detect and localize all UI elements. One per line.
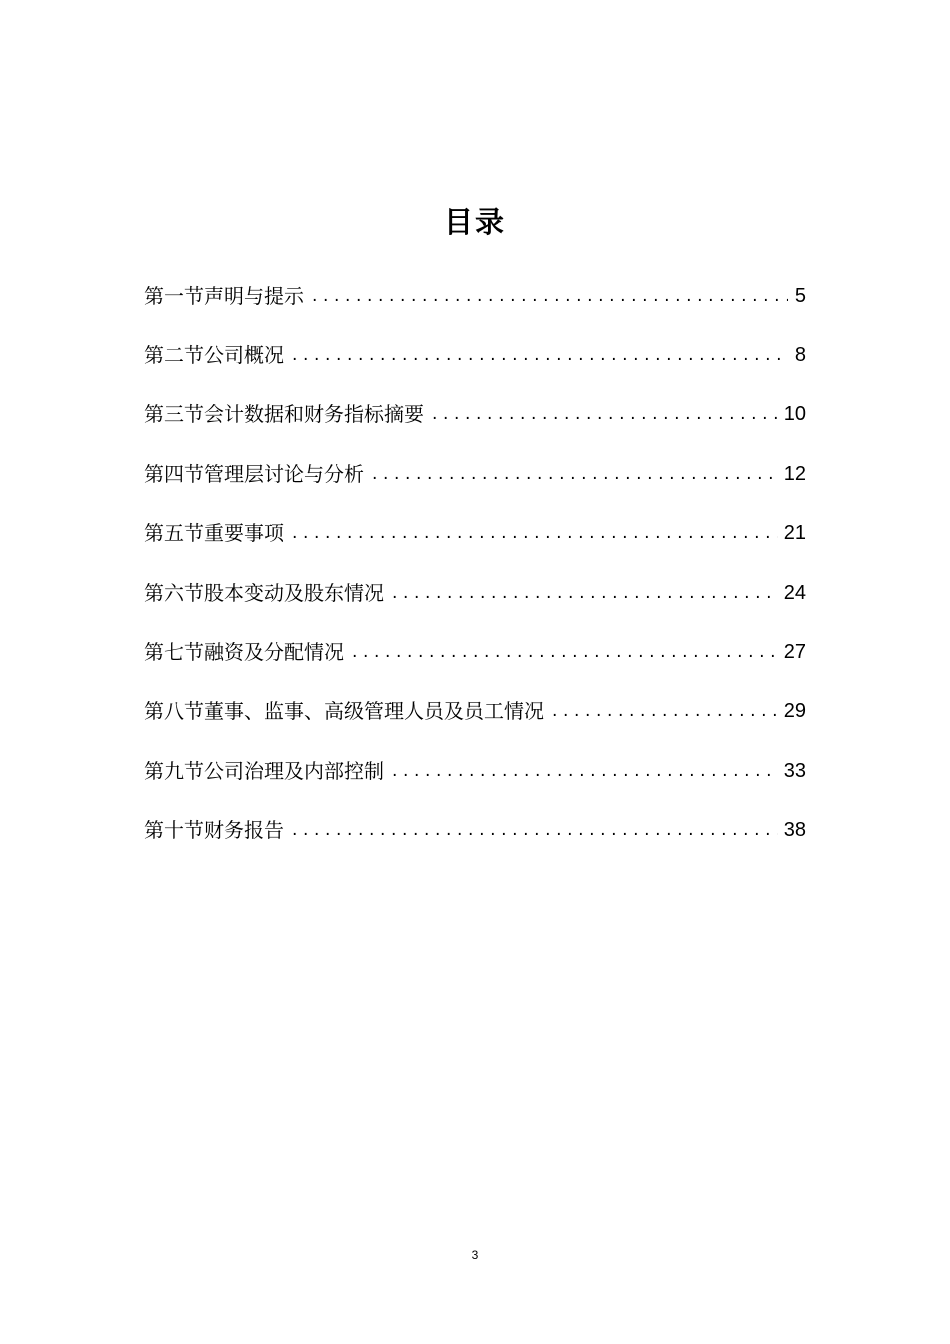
toc-dot-leader (392, 572, 778, 614)
toc-entry-label: 第一节声明与提示 (144, 283, 304, 308)
toc-dot-leader (292, 512, 778, 554)
toc-dot-leader (392, 750, 778, 792)
toc-entry-label: 第五节重要事项 (144, 521, 284, 546)
toc-entry-label: 第二节公司概况 (144, 343, 284, 368)
toc-entry-label: 第七节融资及分配情况 (144, 640, 344, 665)
toc-dot-leader (352, 631, 778, 673)
toc-entry-section-8[interactable] (144, 682, 806, 741)
toc-entry-label: 第十节财务报告 (144, 818, 284, 843)
toc-entry-section-9[interactable] (144, 741, 806, 800)
toc-entry-label: 第四节管理层讨论与分析 (144, 461, 364, 486)
toc-dot-leader (552, 690, 778, 732)
toc-entry-page: 33 (783, 759, 806, 782)
toc-entry-page: 29 (783, 700, 806, 723)
toc-entry-page: 24 (783, 581, 806, 604)
toc-entry-section-6[interactable] (144, 563, 806, 622)
toc-title: 目录 (443, 205, 506, 239)
toc-dot-leader (372, 453, 778, 495)
toc-entry-label: 第八节董事、监事、高级管理人员及员工情况 (144, 699, 544, 724)
toc-dot-leader (312, 275, 788, 317)
page-number: 3 (471, 1248, 479, 1262)
toc-entry-section-3[interactable] (144, 385, 806, 444)
toc-entry-section-7[interactable] (144, 622, 806, 681)
toc-entry-page: 5 (794, 284, 806, 307)
toc-entry-section-5[interactable] (144, 504, 806, 563)
toc-entry-page: 38 (783, 819, 806, 842)
toc-entry-page: 27 (783, 641, 806, 664)
toc-entry-label: 第三节会计数据和财务指标摘要 (144, 402, 424, 427)
toc-entry-page: 21 (783, 522, 806, 545)
toc-entry-page: 8 (794, 344, 806, 367)
toc-entry-label: 第九节公司治理及内部控制 (144, 758, 384, 783)
toc-dot-leader (432, 393, 778, 435)
toc-entry-section-4[interactable] (144, 444, 806, 503)
toc-entry-page: 12 (783, 462, 806, 485)
toc-dot-leader (292, 809, 778, 851)
toc-entry-page: 10 (783, 403, 806, 426)
toc-entry-section-2[interactable] (144, 325, 806, 384)
toc-entry-section-1[interactable] (144, 266, 806, 325)
toc-dot-leader (292, 334, 788, 376)
toc-list (144, 266, 806, 860)
toc-entry-label: 第六节股本变动及股东情况 (144, 580, 384, 605)
toc-entry-section-10[interactable] (144, 801, 806, 860)
